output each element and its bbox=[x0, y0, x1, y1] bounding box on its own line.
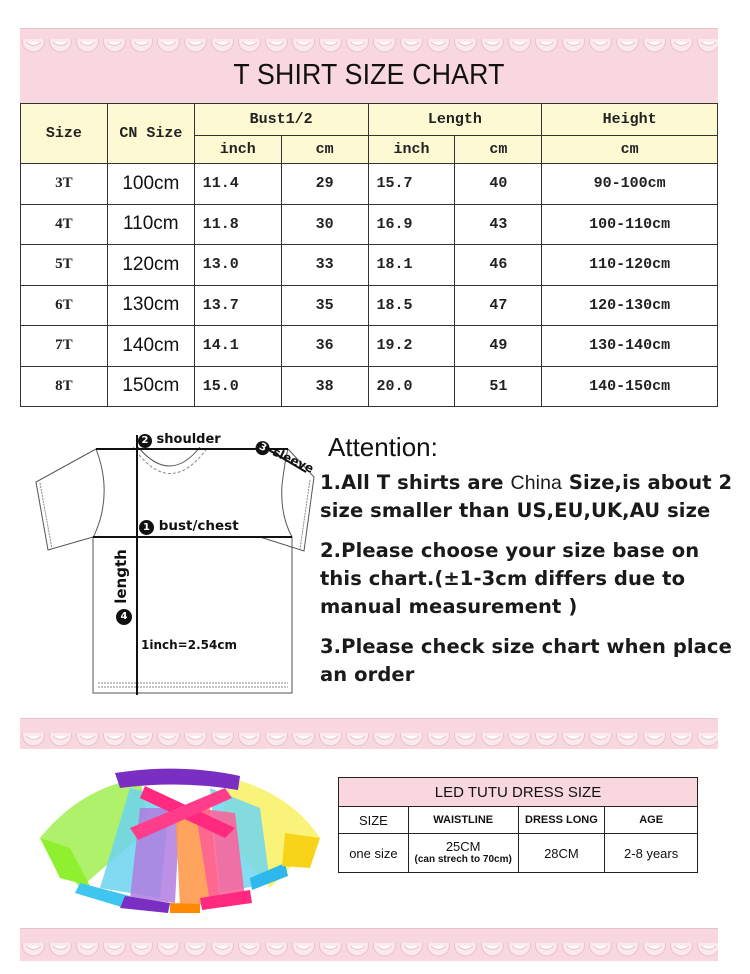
cell-size: 6T bbox=[21, 285, 108, 326]
tutu-size-table bbox=[338, 777, 698, 873]
attention-title: Attention: bbox=[328, 432, 438, 462]
scallop-border bbox=[20, 733, 718, 749]
cell-length-inch: 16.9 bbox=[368, 204, 455, 245]
conversion-note: 1inch=2.54cm bbox=[141, 638, 237, 652]
cell-height: 90-100cm bbox=[542, 164, 718, 205]
cell-bust-inch: 15.0 bbox=[194, 366, 281, 407]
subheader-height-cm: cm bbox=[542, 136, 718, 164]
scallop-border bbox=[20, 39, 718, 55]
cell-bust-inch: 11.4 bbox=[194, 164, 281, 205]
subheader-bust-cm: cm bbox=[281, 136, 368, 164]
tshirt-measurement-diagram bbox=[30, 425, 320, 710]
attention-item-3: 3.Please check size chart when place an order bbox=[320, 635, 732, 686]
cell-size: 7T bbox=[21, 326, 108, 367]
tutu-skirt-image bbox=[20, 768, 325, 913]
table-row bbox=[339, 834, 698, 873]
cell-size: 4T bbox=[21, 204, 108, 245]
shoulder-label: 2 shoulder bbox=[138, 432, 221, 448]
tutu-header-size: SIZE bbox=[339, 807, 409, 834]
cell-cn-size: 150cm bbox=[107, 366, 194, 407]
cell-cn-size: 140cm bbox=[107, 326, 194, 367]
cell-bust-inch: 11.8 bbox=[194, 204, 281, 245]
sleeve-label: 3 sleeve bbox=[253, 437, 316, 478]
cell-cn-size: 100cm bbox=[107, 164, 194, 205]
table-row bbox=[21, 285, 718, 326]
cell-length-cm: 46 bbox=[455, 245, 542, 286]
waist-note: (can strech to 70cm) bbox=[414, 854, 512, 865]
bust-label: 1 bust/chest bbox=[139, 518, 239, 535]
cell-length-inch: 19.2 bbox=[368, 326, 455, 367]
cell-length-inch: 18.1 bbox=[368, 245, 455, 286]
number-2-icon: 2 bbox=[138, 434, 152, 448]
tutu-table-title: LED TUTU DRESS SIZE bbox=[339, 778, 698, 807]
cell-cn-size: 130cm bbox=[107, 285, 194, 326]
length-label: 4 length bbox=[112, 549, 132, 625]
cell-length-cm: 40 bbox=[455, 164, 542, 205]
number-4-icon: 4 bbox=[116, 609, 132, 625]
table-row bbox=[21, 245, 718, 286]
tutu-cell-size: one size bbox=[339, 834, 409, 873]
attention-item-2: 2.Please choose your size base on this chart.(±1-3cm differs due to manual measurement ) bbox=[320, 539, 700, 618]
cell-bust-cm: 38 bbox=[281, 366, 368, 407]
divider-banner bbox=[20, 718, 718, 749]
tutu-cell-waist: 25CM (can strech to 70cm) bbox=[408, 834, 518, 873]
tutu-header-dress-long: DRESS LONG bbox=[518, 807, 605, 834]
tutu-cell-dress-long: 28CM bbox=[518, 834, 605, 873]
cell-cn-size: 120cm bbox=[107, 245, 194, 286]
cell-size: 8T bbox=[21, 366, 108, 407]
cell-bust-cm: 35 bbox=[281, 285, 368, 326]
bottom-banner bbox=[20, 928, 718, 961]
cell-length-cm: 49 bbox=[455, 326, 542, 367]
tutu-header-age: AGE bbox=[605, 807, 698, 834]
tutu-header-waistline: WAISTLINE bbox=[408, 807, 518, 834]
cell-height: 130-140cm bbox=[542, 326, 718, 367]
cell-length-inch: 20.0 bbox=[368, 366, 455, 407]
subheader-length-cm: cm bbox=[455, 136, 542, 164]
cell-height: 140-150cm bbox=[542, 366, 718, 407]
cell-length-cm: 43 bbox=[455, 204, 542, 245]
number-1-icon: 1 bbox=[139, 520, 154, 535]
subheader-length-inch: inch bbox=[368, 136, 455, 164]
cell-bust-cm: 33 bbox=[281, 245, 368, 286]
cell-length-cm: 47 bbox=[455, 285, 542, 326]
cell-size: 5T bbox=[21, 245, 108, 286]
title-banner bbox=[20, 28, 718, 104]
cell-bust-cm: 29 bbox=[281, 164, 368, 205]
cell-bust-inch: 13.7 bbox=[194, 285, 281, 326]
page-title: T SHIRT SIZE CHART bbox=[233, 59, 505, 91]
tshirt-size-table bbox=[20, 103, 718, 407]
number-3-icon: 3 bbox=[253, 439, 272, 458]
cell-length-cm: 51 bbox=[455, 366, 542, 407]
col-header-cn-size: CN Size bbox=[107, 104, 194, 164]
table-row bbox=[21, 326, 718, 367]
cell-cn-size: 110cm bbox=[107, 204, 194, 245]
scallop-border bbox=[20, 943, 718, 959]
cell-length-inch: 18.5 bbox=[368, 285, 455, 326]
cell-bust-inch: 14.1 bbox=[194, 326, 281, 367]
subheader-bust-inch: inch bbox=[194, 136, 281, 164]
cell-height: 110-120cm bbox=[542, 245, 718, 286]
cell-bust-cm: 30 bbox=[281, 204, 368, 245]
cell-size: 3T bbox=[21, 164, 108, 205]
table-row bbox=[21, 204, 718, 245]
cell-bust-inch: 13.0 bbox=[194, 245, 281, 286]
cell-length-inch: 15.7 bbox=[368, 164, 455, 205]
col-header-size: Size bbox=[21, 104, 108, 164]
tutu-cell-age: 2-8 years bbox=[605, 834, 698, 873]
cell-height: 120-130cm bbox=[542, 285, 718, 326]
table-row bbox=[21, 366, 718, 407]
table-row bbox=[21, 164, 718, 205]
cell-bust-cm: 36 bbox=[281, 326, 368, 367]
col-header-length: Length bbox=[368, 104, 542, 136]
attention-item-1: 1.All T shirts are China Size,is about 2 size smaller than US,EU,UK,AU size bbox=[320, 471, 733, 522]
col-header-bust: Bust1/2 bbox=[194, 104, 368, 136]
col-header-height: Height bbox=[542, 104, 718, 136]
cell-height: 100-110cm bbox=[542, 204, 718, 245]
attention-notes bbox=[320, 432, 740, 701]
